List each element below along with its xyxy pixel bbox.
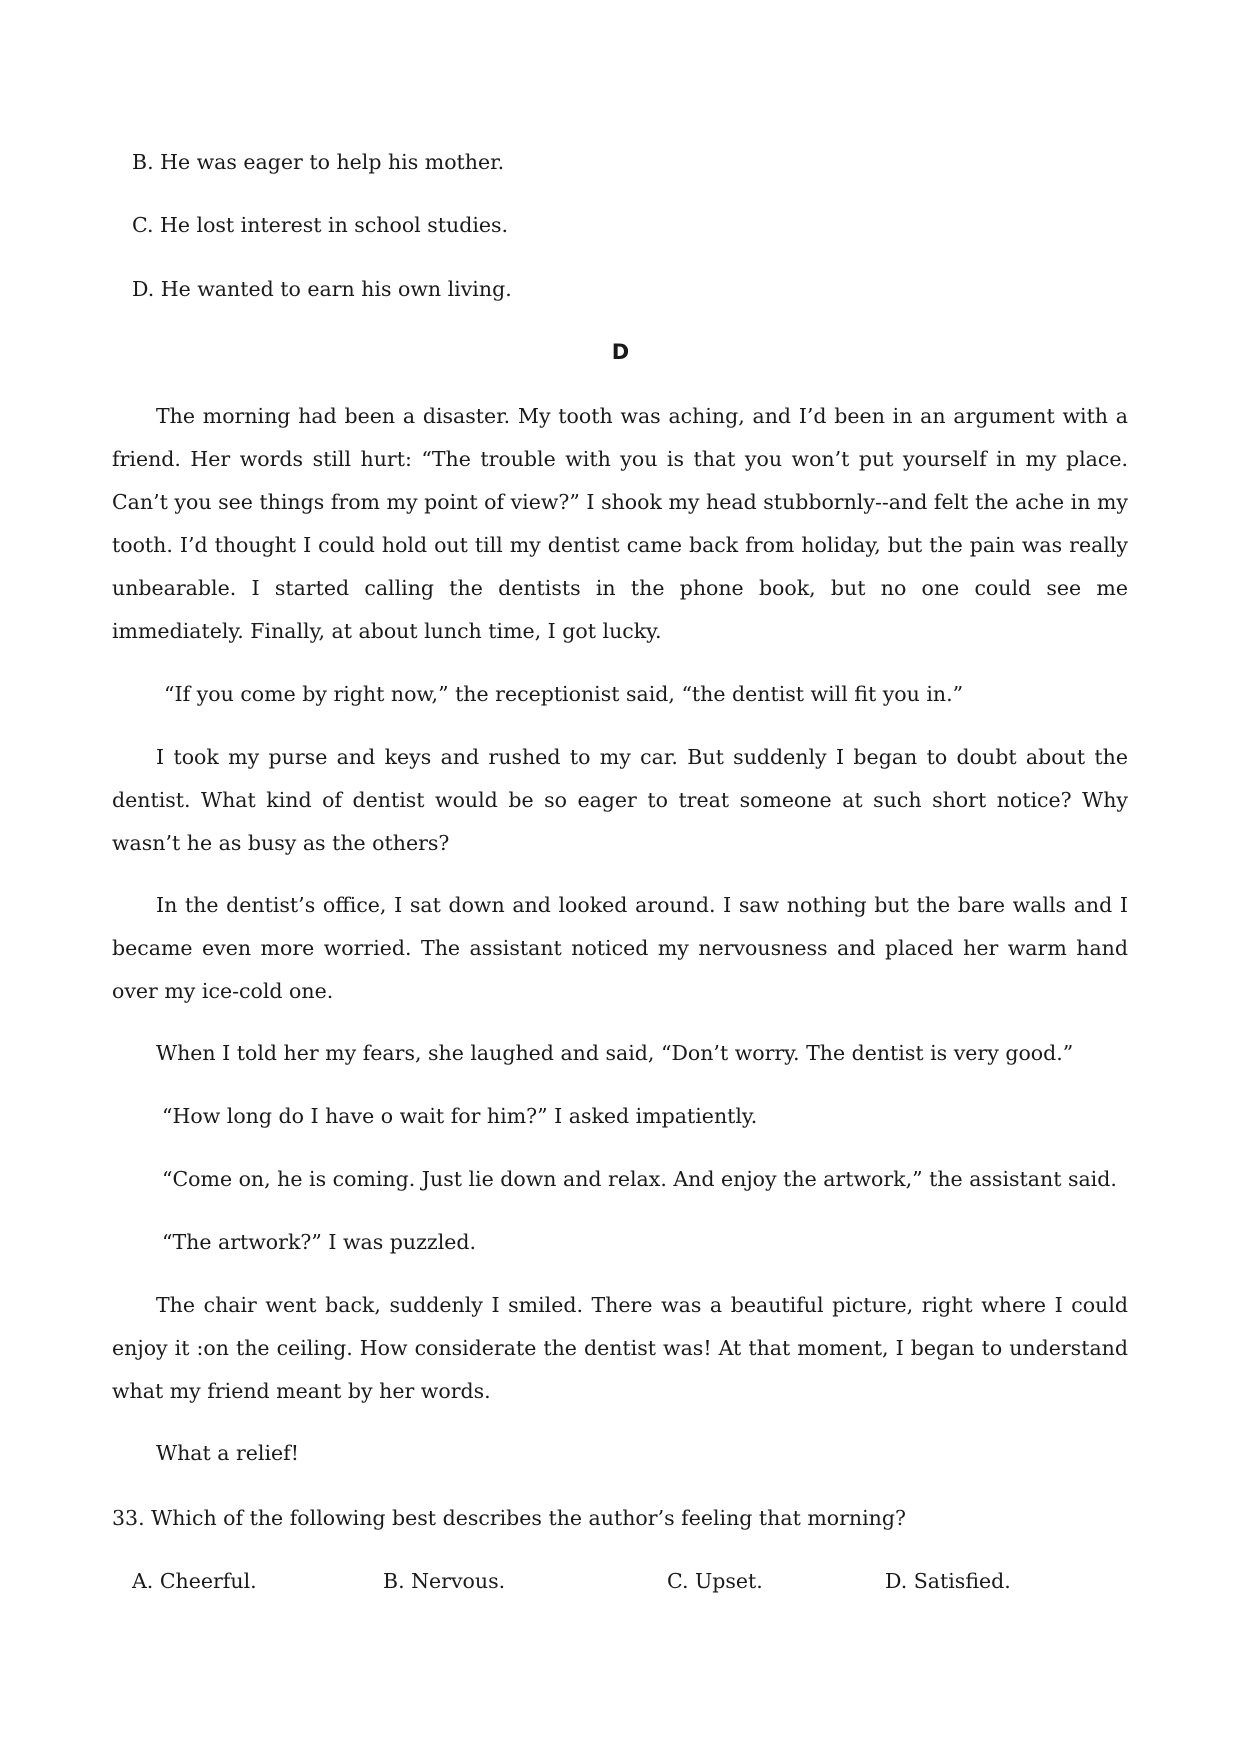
passage-paragraph-10: What a relief! <box>156 1441 299 1465</box>
option-b: B. Nervous. <box>383 1569 506 1593</box>
prev-option-d: D. He wanted to earn his own living. <box>132 277 512 301</box>
option-d: D. Satisfied. <box>885 1569 1011 1593</box>
passage-paragraph-9: The chair went back, suddenly I smiled. There was a beautiful picture, right where I could enjoy it :on the ceiling. How considerate the dentist was! At that moment, I began to understand what my friend meant by her words. <box>112 1293 1128 1403</box>
question-text: Which of the following best describes the author’s feeling that morning? <box>151 1506 906 1530</box>
prev-option-b: B. He was eager to help his mother. <box>132 150 505 174</box>
question-number: 33. <box>112 1506 145 1530</box>
passage-paragraph-8: “The artwork?” I was puzzled. <box>162 1230 477 1254</box>
option-c: C. Upset. <box>667 1569 763 1593</box>
passage-paragraph-7: “Come on, he is coming. Just lie down and relax. And enjoy the artwork,” the assistant said. <box>162 1167 1117 1191</box>
option-a: A. Cheerful. <box>132 1569 257 1593</box>
passage-paragraph-1: The morning had been a disaster. My tooth was aching, and I’d been in an argument with a friend. Her words still hurt: “The trouble with you is that you won’t put yourself in my place. Can’t you see things from my point of view?” I shook my head stubbornly--and felt the ache in my tooth. I’d thought I could hold out till my dentist came back from holiday, but the pain was really unbearable. I started calling the dentists in the phone book, but no one could see me immediately. Finally, at about lunch time, I got lucky. <box>112 404 1128 643</box>
passage-paragraph-6: “How long do I have o wait for him?” I asked impatiently. <box>162 1104 758 1128</box>
passage-paragraph-5: When I told her my fears, she laughed and said, “Don’t worry. The dentist is very good.” <box>156 1041 1074 1065</box>
question-33 <box>112 1504 906 1532</box>
prev-option-c: C. He lost interest in school studies. <box>132 213 509 237</box>
passage-paragraph-4: In the dentist’s office, I sat down and looked around. I saw nothing but the bare walls and I became even more worried. The assistant noticed my nervousness and placed her warm hand over my ice-cold one. <box>112 893 1128 1003</box>
passage-paragraph-3: I took my purse and keys and rushed to my car. But suddenly I began to doubt about the dentist. What kind of dentist would be so eager to treat someone at such short notice? Why wasn’t he as busy as the others? <box>112 745 1128 855</box>
section-heading: D <box>611 340 630 364</box>
passage-paragraph-2: “If you come by right now,” the receptionist said, “the dentist will fit you in.” <box>164 682 964 706</box>
